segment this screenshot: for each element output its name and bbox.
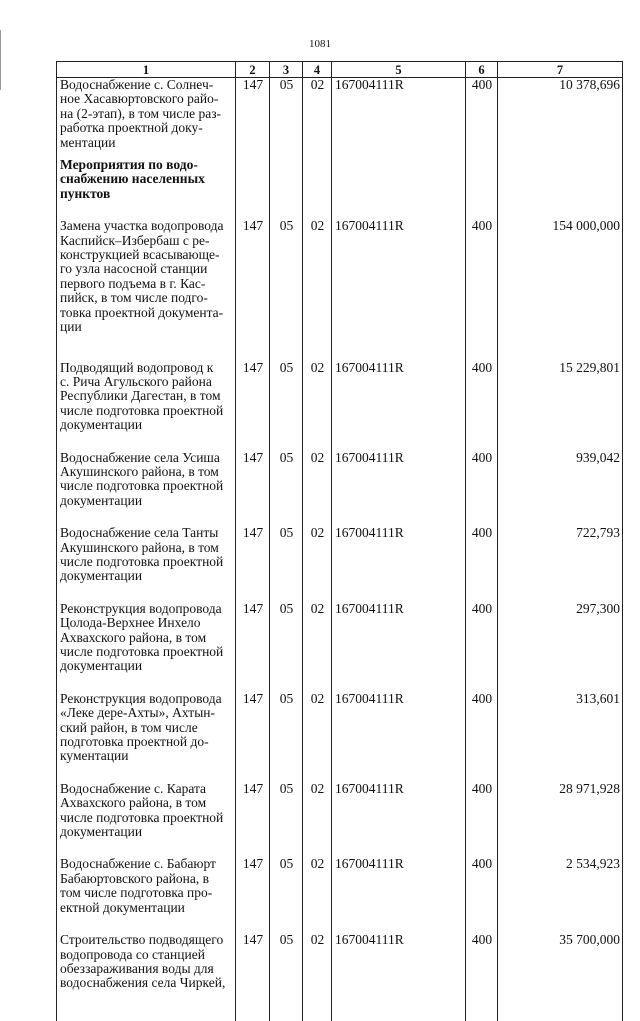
cell-amount: 722,793 <box>498 526 623 584</box>
spacer-cell <box>498 674 623 692</box>
cell-target-article-code: 167004111R <box>332 451 466 509</box>
spacer-cell <box>270 335 303 361</box>
spacer-cell <box>466 764 498 782</box>
spacer-cell <box>332 433 466 451</box>
spacer-cell <box>466 201 498 219</box>
spacer-cell <box>57 508 236 526</box>
cell-subsection-code: 02 <box>303 933 332 991</box>
cell-expense-type-code: 400 <box>466 857 498 915</box>
cell-section-code: 05 <box>270 782 303 840</box>
spacer-cell <box>236 150 270 158</box>
cell-expense-type-code: 400 <box>466 602 498 674</box>
spacer-cell <box>57 584 236 602</box>
cell-subsection-code: 02 <box>303 219 332 334</box>
row-description <box>57 782 236 840</box>
spacer-cell <box>303 433 332 451</box>
col-header-5: 5 <box>332 62 466 78</box>
spacer-cell <box>236 991 270 1021</box>
cell-ministry-code: 147 <box>236 857 270 915</box>
spacer-cell <box>270 991 303 1021</box>
cell-amount: 2 534,923 <box>498 857 623 915</box>
spacer-cell <box>236 915 270 933</box>
cell-amount: 154 000,000 <box>498 219 623 334</box>
table-header-row <box>57 62 623 78</box>
row-spacer <box>57 584 623 602</box>
table-row <box>57 933 623 991</box>
row-description <box>57 219 236 334</box>
row-spacer <box>57 764 623 782</box>
col-header-4: 4 <box>303 62 332 78</box>
spacer-cell <box>303 508 332 526</box>
row-description <box>57 451 236 509</box>
cell-target-article-code: 167004111R <box>332 219 466 334</box>
spacer-cell <box>303 839 332 857</box>
cell-subsection-code: 02 <box>303 361 332 433</box>
cell-target-article-code: 167004111R <box>332 857 466 915</box>
spacer-cell <box>332 674 466 692</box>
spacer-cell <box>332 915 466 933</box>
row-spacer <box>57 991 623 1021</box>
cell-expense-type-code: 400 <box>466 933 498 991</box>
spacer-cell <box>303 674 332 692</box>
row-spacer <box>57 839 623 857</box>
spacer-cell <box>57 335 236 361</box>
row-description <box>57 526 236 584</box>
cell-expense-type-code <box>466 158 498 201</box>
spacer-cell <box>236 433 270 451</box>
row-description <box>57 857 236 915</box>
spacer-cell <box>270 433 303 451</box>
row-description-text: Водоснабжение села Танты Акушинского района, в том числе подготовка проектной документации <box>60 525 224 584</box>
spacer-cell <box>498 201 623 219</box>
spacer-cell <box>498 433 623 451</box>
row-description <box>57 933 236 991</box>
spacer-cell <box>57 433 236 451</box>
cell-expense-type-code: 400 <box>466 361 498 433</box>
spacer-cell <box>303 335 332 361</box>
col-header-2: 2 <box>236 62 270 78</box>
cell-subsection-code: 02 <box>303 602 332 674</box>
spacer-cell <box>57 201 236 219</box>
spacer-cell <box>466 991 498 1021</box>
spacer-cell <box>57 991 236 1021</box>
spacer-cell <box>270 201 303 219</box>
spacer-cell <box>236 584 270 602</box>
cell-ministry-code: 147 <box>236 782 270 840</box>
spacer-cell <box>303 150 332 158</box>
spacer-cell <box>498 764 623 782</box>
spacer-cell <box>466 915 498 933</box>
cell-section-code: 05 <box>270 219 303 334</box>
spacer-cell <box>303 991 332 1021</box>
spacer-cell <box>498 991 623 1021</box>
spacer-cell <box>466 335 498 361</box>
spacer-cell <box>236 201 270 219</box>
cell-section-code: 05 <box>270 692 303 764</box>
cell-expense-type-code: 400 <box>466 451 498 509</box>
spacer-cell <box>332 508 466 526</box>
spacer-cell <box>270 764 303 782</box>
cell-subsection-code: 02 <box>303 78 332 151</box>
section-heading <box>57 158 236 201</box>
spacer-cell <box>270 508 303 526</box>
spacer-cell <box>236 764 270 782</box>
cell-ministry-code: 147 <box>236 692 270 764</box>
table-row <box>57 526 623 584</box>
spacer-cell <box>332 584 466 602</box>
row-description-text: Подводящий водопровод к с. Рича Агульского района Республики Дагестан, в том числе подготовка проектной документации <box>60 359 224 433</box>
budget-table <box>56 61 623 1021</box>
cell-target-article-code <box>332 158 466 201</box>
spacer-cell <box>270 839 303 857</box>
cell-ministry-code: 147 <box>236 933 270 991</box>
row-description-text: Реконструкция водопровода «Леке дере-Ахты», Ахтын- ский район, в том числе подготовка проектной до- кументации <box>60 690 222 764</box>
cell-ministry-code: 147 <box>236 602 270 674</box>
cell-section-code: 05 <box>270 361 303 433</box>
spacer-cell <box>57 674 236 692</box>
table-row <box>57 692 623 764</box>
spacer-cell <box>57 839 236 857</box>
cell-subsection-code: 02 <box>303 451 332 509</box>
row-description-text: Замена участка водопровода Каспийск–Избербаш с ре- конструкцией всасывающе- го узла насосной станции первого подъема в г. Кас- пийск, в том числе подго- товка проектной документа- ции <box>60 218 224 335</box>
table-row <box>57 219 623 334</box>
cell-target-article-code: 167004111R <box>332 933 466 991</box>
cell-subsection-code: 02 <box>303 526 332 584</box>
cell-target-article-code: 167004111R <box>332 78 466 151</box>
row-spacer <box>57 915 623 933</box>
table-row <box>57 361 623 433</box>
cell-subsection-code: 02 <box>303 782 332 840</box>
cell-expense-type-code: 400 <box>466 782 498 840</box>
cell-expense-type-code: 400 <box>466 78 498 151</box>
table-row <box>57 78 623 151</box>
cell-target-article-code: 167004111R <box>332 782 466 840</box>
spacer-cell <box>303 201 332 219</box>
cell-ministry-code: 147 <box>236 78 270 151</box>
row-spacer <box>57 433 623 451</box>
cell-ministry-code <box>236 158 270 201</box>
col-header-3: 3 <box>270 62 303 78</box>
spacer-cell <box>498 584 623 602</box>
spacer-cell <box>236 508 270 526</box>
row-description-text: Строительство подводящего водопровода со станцией обеззараживания воды для водоснабжения села Чиркей, <box>60 932 226 991</box>
spacer-cell <box>303 584 332 602</box>
spacer-cell <box>270 150 303 158</box>
cell-amount: 28 971,928 <box>498 782 623 840</box>
spacer-cell <box>332 335 466 361</box>
row-description-text: Водоснабжение с. Солнеч- ное Хасавюртовского райо- на (2-этап), в том числе раз- работка проектной доку- ментации <box>60 77 222 150</box>
cell-amount: 35 700,000 <box>498 933 623 991</box>
cell-target-article-code: 167004111R <box>332 602 466 674</box>
cell-amount <box>498 158 623 201</box>
cell-target-article-code: 167004111R <box>332 361 466 433</box>
cell-subsection-code <box>303 158 332 201</box>
row-description-text: Мероприятия по водо- снабжению населенных пунктов <box>60 157 205 201</box>
spacer-cell <box>332 839 466 857</box>
table-row <box>57 451 623 509</box>
spacer-cell <box>466 433 498 451</box>
table-row <box>57 857 623 915</box>
spacer-cell <box>270 584 303 602</box>
cell-section-code: 05 <box>270 857 303 915</box>
spacer-cell <box>332 201 466 219</box>
row-description-text: Реконструкция водопровода Цолода-Верхнее Инхело Ахвахского района, в том числе подготовка проектной документации <box>60 600 224 674</box>
cell-ministry-code: 147 <box>236 361 270 433</box>
cell-amount: 939,042 <box>498 451 623 509</box>
cell-section-code: 05 <box>270 602 303 674</box>
spacer-cell <box>303 764 332 782</box>
row-spacer <box>57 335 623 361</box>
cell-target-article-code: 167004111R <box>332 692 466 764</box>
cell-amount: 10 378,696 <box>498 78 623 151</box>
spacer-cell <box>466 674 498 692</box>
spacer-cell <box>466 839 498 857</box>
col-header-7: 7 <box>498 62 623 78</box>
table-section-heading-row <box>57 158 623 201</box>
spacer-cell <box>466 150 498 158</box>
table-body <box>57 78 623 1021</box>
table-row <box>57 782 623 840</box>
spacer-cell <box>236 335 270 361</box>
spacer-cell <box>236 674 270 692</box>
cell-section-code: 05 <box>270 78 303 151</box>
row-description-text: Водоснабжение с. Карата Ахвахского района, в том числе подготовка проектной документации <box>60 780 224 840</box>
cell-amount: 297,300 <box>498 602 623 674</box>
spacer-cell <box>270 674 303 692</box>
cell-expense-type-code: 400 <box>466 219 498 334</box>
row-description <box>57 78 236 151</box>
spacer-cell <box>498 915 623 933</box>
cell-section-code: 05 <box>270 451 303 509</box>
spacer-cell <box>57 915 236 933</box>
spacer-cell <box>498 839 623 857</box>
table-row <box>57 602 623 674</box>
row-description-text: Водоснабжение села Усиша Акушинского района, в том числе подготовка проектной документации <box>60 449 224 508</box>
spacer-cell <box>236 839 270 857</box>
spacer-cell <box>332 991 466 1021</box>
cell-ministry-code: 147 <box>236 526 270 584</box>
spacer-cell <box>270 915 303 933</box>
cell-section-code: 05 <box>270 526 303 584</box>
cell-expense-type-code: 400 <box>466 692 498 764</box>
cell-subsection-code: 02 <box>303 857 332 915</box>
row-spacer <box>57 674 623 692</box>
spacer-cell <box>332 764 466 782</box>
row-spacer <box>57 508 623 526</box>
page-number: 1081 <box>309 38 331 50</box>
row-spacer <box>57 201 623 219</box>
cell-target-article-code: 167004111R <box>332 526 466 584</box>
cell-subsection-code: 02 <box>303 692 332 764</box>
spacer-cell <box>466 584 498 602</box>
cell-ministry-code: 147 <box>236 219 270 334</box>
spacer-cell <box>57 764 236 782</box>
col-header-1: 1 <box>57 62 236 78</box>
spacer-cell <box>332 150 466 158</box>
row-description-text: Водоснабжение с. Бабаюрт Бабаюртовского района, в том числе подготовка про- ектной документации <box>60 856 216 915</box>
spacer-cell <box>498 508 623 526</box>
cell-section-code: 05 <box>270 933 303 991</box>
row-description <box>57 692 236 764</box>
cell-ministry-code: 147 <box>236 451 270 509</box>
cell-amount: 313,601 <box>498 692 623 764</box>
spacer-cell <box>466 508 498 526</box>
spacer-cell <box>303 915 332 933</box>
row-description <box>57 602 236 674</box>
cell-section-code <box>270 158 303 201</box>
cell-amount: 15 229,801 <box>498 361 623 433</box>
col-header-6: 6 <box>466 62 498 78</box>
row-description <box>57 361 236 433</box>
cell-expense-type-code: 400 <box>466 526 498 584</box>
spacer-cell <box>498 335 623 361</box>
spacer-cell <box>498 150 623 158</box>
